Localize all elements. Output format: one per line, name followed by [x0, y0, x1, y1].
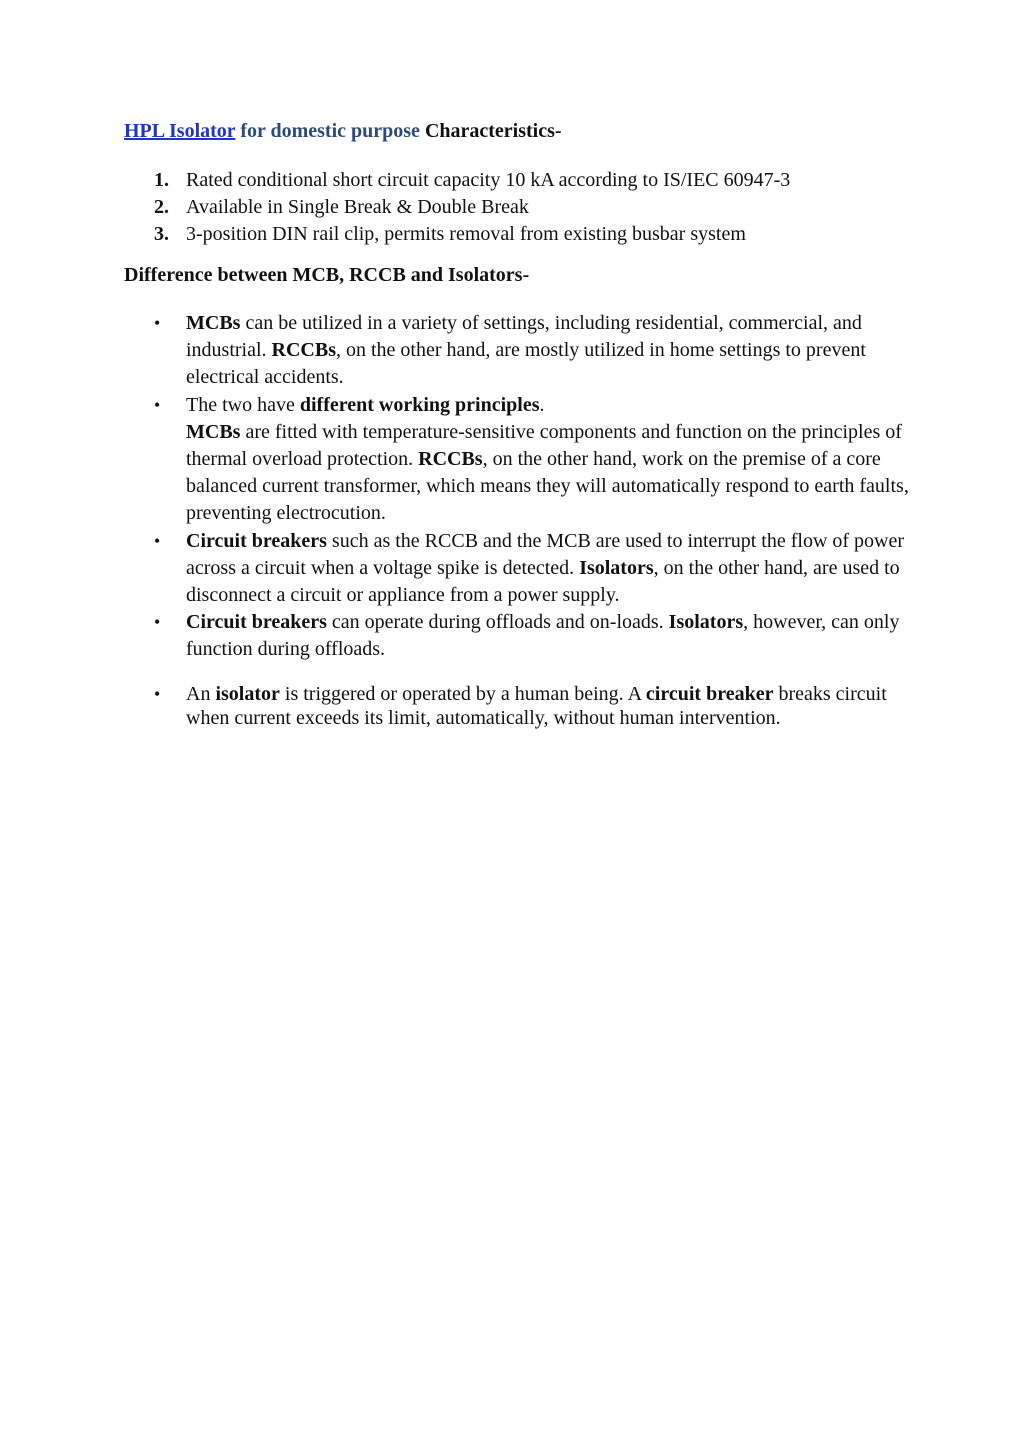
- body-text: are fitted with temperature-sensitive components and function on the principles of thermal overload protection.: [186, 420, 902, 471]
- list-item: [124, 194, 924, 221]
- heading-blue-text: for domestic purpose: [240, 120, 420, 142]
- characteristics-list: [124, 167, 924, 248]
- list-number: 2.: [154, 196, 169, 218]
- list-item-text: 3-position DIN rail clip, permits removal from existing busbar system: [186, 223, 746, 245]
- bold-term: different working principles: [299, 393, 540, 416]
- list-item: [124, 221, 924, 248]
- list-item: [124, 392, 914, 528]
- body-text: An: [186, 682, 216, 705]
- body-text: breaks circuit when current exceeds its limit, automatically, without human intervention.: [186, 682, 887, 729]
- list-item: [124, 310, 914, 392]
- list-item: [124, 682, 914, 730]
- list-number: 1.: [154, 169, 169, 191]
- list-number: 3.: [154, 223, 169, 245]
- bullet-icon: •: [154, 530, 161, 551]
- bold-term: Circuit breakers: [186, 611, 327, 634]
- body-text: .: [539, 393, 545, 416]
- bullet-icon: •: [154, 683, 161, 704]
- list-item-text: Available in Single Break & Double Break: [186, 196, 529, 218]
- bold-term: circuit breaker: [645, 682, 774, 705]
- list-item: [124, 528, 914, 610]
- bold-term: RCCBs: [418, 448, 483, 471]
- bullet-icon: •: [154, 313, 161, 333]
- body-text: , however, can only function during offloads.: [186, 611, 900, 661]
- bold-term: RCCBs: [271, 339, 336, 362]
- section-heading-characteristics: [124, 120, 562, 143]
- differences-list: [124, 310, 914, 730]
- heading-dark-text: Characteristics-: [424, 120, 562, 142]
- bold-term: Isolators: [579, 556, 654, 579]
- body-text: can operate during offloads and on-loads.: [326, 611, 669, 634]
- bold-term: MCBs: [186, 420, 241, 443]
- hpl-isolator-link[interactable]: HPL Isolator: [124, 120, 236, 142]
- bold-term: Circuit breakers: [186, 529, 327, 552]
- body-text: , on the other hand, are mostly utilized in home settings to prevent electrical accidents.: [186, 339, 866, 389]
- bullet-icon: •: [154, 394, 161, 415]
- bold-term: Isolators: [668, 611, 744, 634]
- bold-term: MCBs: [186, 312, 241, 334]
- list-item-text: Rated conditional short circuit capacity 10 kA according to IS/IEC 60947-3: [186, 169, 791, 191]
- body-text: , on the other hand, work on the premise of a core balanced current transformer, which means they will automatically respond to earth faults, preventing electrocution.: [186, 448, 909, 525]
- body-text: , on the other hand, are used to disconnect a circuit or appliance from a power supply.: [186, 556, 900, 607]
- body-text: can be utilized in a variety of settings, including residential, commercial, and industrial.: [186, 312, 862, 362]
- list-item: [124, 609, 914, 663]
- bold-term: isolator: [215, 682, 280, 705]
- body-text: such as the RCCB and the MCB are used to interrupt the flow of power across a circuit when a voltage spike is detected.: [186, 529, 905, 579]
- body-text: The two have: [186, 393, 300, 416]
- section-heading-differences: Difference between MCB, RCCB and Isolators-: [124, 264, 530, 286]
- bullet-icon: •: [154, 612, 161, 633]
- list-item: [124, 167, 924, 194]
- body-text: is triggered or operated by a human being. A: [279, 682, 646, 705]
